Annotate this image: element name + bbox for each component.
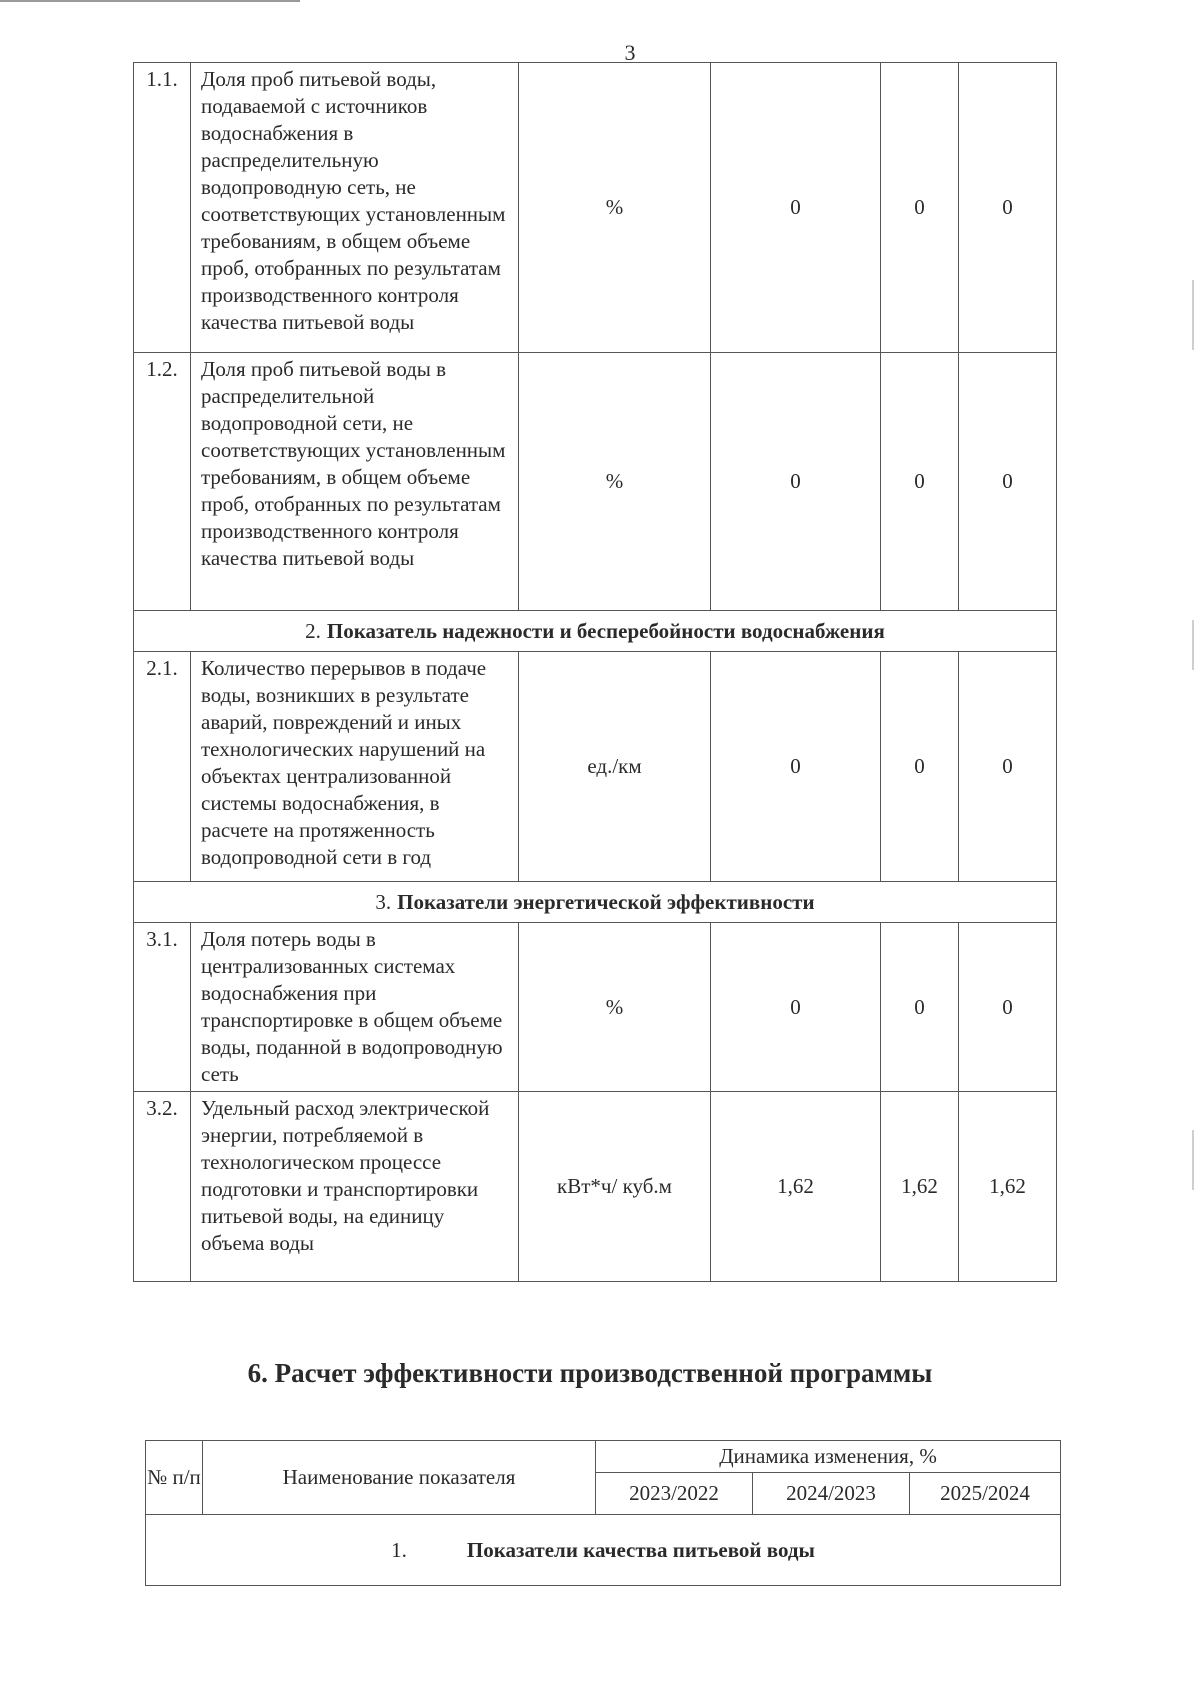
indicator-value: 0 xyxy=(881,652,959,882)
section-row xyxy=(134,882,1057,923)
section-6-title: 6. Расчет эффективности производственной программы xyxy=(247,1358,933,1388)
indicator-name: Доля проб питьевой воды в распределительной водопроводной сети, не соответствующих установленным требованиям, в общем объеме проб, отобранных по результатам производственного контроля качества питьевой воды xyxy=(191,353,519,611)
header-name: Наименование показателя xyxy=(203,1441,596,1515)
indicator-value: 0 xyxy=(959,652,1057,882)
scan-edge-line xyxy=(0,0,300,2)
efficiency-section-row xyxy=(146,1515,1061,1586)
row-number: 3.1. xyxy=(134,923,191,1092)
section-heading xyxy=(134,611,1057,652)
indicator-value: 1,62 xyxy=(959,1092,1057,1282)
efficiency-table xyxy=(145,1440,1061,1586)
indicator-unit: % xyxy=(519,923,711,1092)
row-number: 1.2. xyxy=(134,353,191,611)
section-heading xyxy=(134,882,1057,923)
row-number: 2.1. xyxy=(134,652,191,882)
indicator-value: 0 xyxy=(711,652,881,882)
indicators-table-body xyxy=(134,63,1057,1282)
header-period: 2025/2024 xyxy=(910,1473,1061,1515)
scan-edge-mark xyxy=(1192,1130,1194,1190)
section-number: 3. xyxy=(375,889,392,914)
scan-edge-mark xyxy=(1192,280,1194,350)
indicator-name: Доля потерь воды в централизованных системах водоснабжения при транспортировке в общем объеме воды, поданной в водопроводную сеть xyxy=(191,923,519,1092)
section-number: 2. xyxy=(305,618,321,643)
indicator-unit: кВт*ч/ куб.м xyxy=(519,1092,711,1282)
indicator-unit: ед./км xyxy=(519,652,711,882)
indicator-value: 0 xyxy=(711,63,881,353)
indicator-value: 0 xyxy=(881,353,959,611)
efficiency-header-row xyxy=(146,1441,1061,1473)
indicator-row xyxy=(134,1092,1057,1282)
indicator-value: 0 xyxy=(959,353,1057,611)
indicator-row xyxy=(134,652,1057,882)
section-number: 1. xyxy=(391,1537,407,1562)
page-number: 3 xyxy=(624,40,636,65)
indicator-row xyxy=(134,63,1057,353)
section-title: Показатели энергетической эффективности xyxy=(397,889,815,914)
indicator-value: 0 xyxy=(959,63,1057,353)
indicator-value: 0 xyxy=(959,923,1057,1092)
indicator-value: 1,62 xyxy=(881,1092,959,1282)
header-dynamics: Динамика изменения, % xyxy=(596,1441,1061,1473)
indicator-row xyxy=(134,923,1057,1092)
efficiency-section-cell xyxy=(146,1515,1061,1586)
header-num: № п/п xyxy=(146,1441,203,1515)
indicator-value: 0 xyxy=(711,353,881,611)
scan-edge-mark xyxy=(1192,620,1194,670)
row-number: 3.2. xyxy=(134,1092,191,1282)
indicator-value: 0 xyxy=(881,923,959,1092)
header-period: 2024/2023 xyxy=(753,1473,910,1515)
indicator-row xyxy=(134,353,1057,611)
header-period: 2023/2022 xyxy=(596,1473,753,1515)
section-title: Показатели качества питьевой воды xyxy=(466,1537,815,1562)
indicator-unit: % xyxy=(519,353,711,611)
indicator-value: 0 xyxy=(881,63,959,353)
indicator-name: Удельный расход электрической энергии, потребляемой в технологическом процессе подготовки и транспортировки питьевой воды, на единицу объема воды xyxy=(191,1092,519,1282)
indicator-name: Количество перерывов в подаче воды, возникших в результате аварий, повреждений и иных технологических нарушений на объектах централизованной системы водоснабжения, в расчете на протяженность водопроводной сети в год xyxy=(191,652,519,882)
indicator-value: 1,62 xyxy=(711,1092,881,1282)
indicator-value: 0 xyxy=(711,923,881,1092)
indicators-table xyxy=(133,62,1057,1282)
indicator-unit: % xyxy=(519,63,711,353)
section-row xyxy=(134,611,1057,652)
indicator-name: Доля проб питьевой воды, подаваемой с источников водоснабжения в распределительную водопроводную сеть, не соответствующих установленным требованиям, в общем объеме проб, отобранных по результатам производственного контроля качества питьевой воды xyxy=(191,63,519,353)
row-number: 1.1. xyxy=(134,63,191,353)
section-title: Показатель надежности и бесперебойности водоснабжения xyxy=(326,618,885,643)
